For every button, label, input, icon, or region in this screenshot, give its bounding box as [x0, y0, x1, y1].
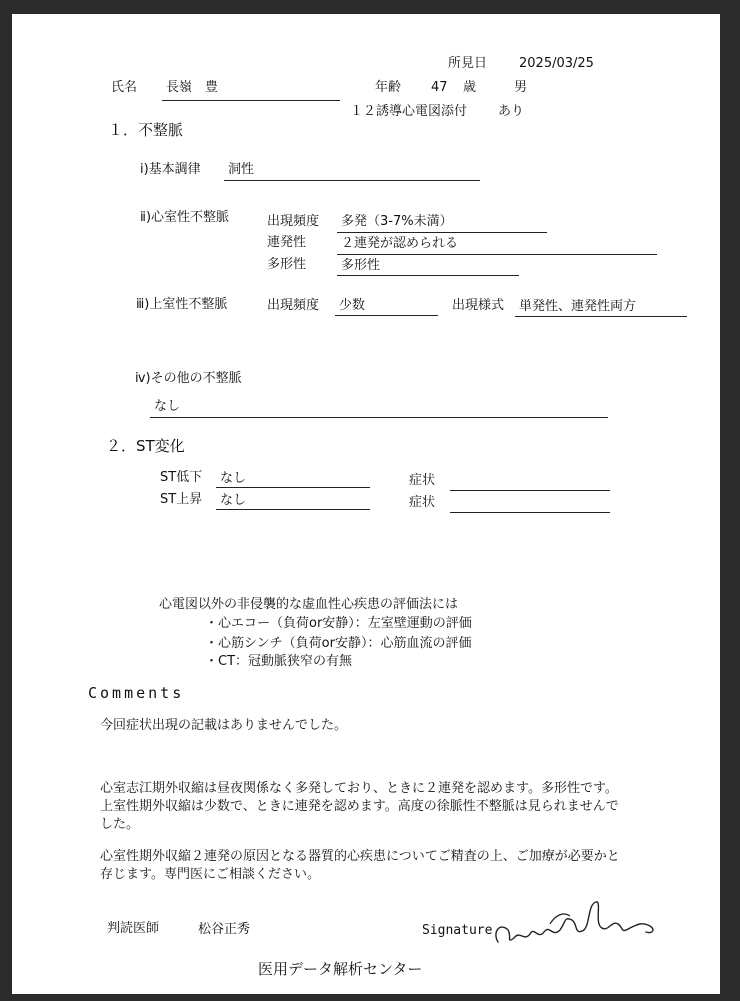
age-unit: 歳	[463, 80, 477, 95]
other-arrhythmia-value: なし	[154, 399, 181, 414]
other-arrhythmia-label: ⅳ)その他の不整脈	[135, 371, 242, 386]
signature-label: Signature	[422, 923, 493, 938]
ecg-attach-label: １２誘導心電図添付	[350, 104, 468, 119]
evaluation-intro: 心電図以外の非侵襲的な虚血性心疾患の評価法には	[159, 597, 459, 612]
v-freq-label: 出現頻度	[267, 214, 320, 229]
date-label: 所見日	[448, 56, 488, 71]
evaluation-item-ct: ・CT：冠動脈狭窄の有無	[205, 654, 353, 669]
s-pattern-underline	[515, 316, 687, 317]
v-consecutive-label: 連発性	[267, 235, 307, 250]
analysis-center-name: 医用データ解析センター	[258, 960, 423, 978]
v-consecutive-value: ２連発が認められる	[341, 236, 459, 251]
comments-line1: 今回症状出現の記載はありませんでした。	[100, 718, 348, 733]
st-elevation-underline	[216, 509, 370, 510]
reader-name: 松谷正秀	[198, 922, 251, 937]
st-depression-value: なし	[220, 471, 247, 486]
comments-title: Comments	[88, 684, 185, 702]
name-underline	[162, 100, 340, 101]
s-pattern-value: 単発性、連発性両方	[519, 299, 637, 314]
comments-paragraph-1: 心室志江期外収縮は昼夜関係なく多発しており、ときに２連発を認めます。多形性です。上室性期外収縮は少数で、ときに連発を認めます。高度の徐脈性不整脈は見られませんでした。	[100, 781, 619, 832]
symptom-underline-2	[450, 512, 610, 513]
other-arrhythmia-underline	[150, 417, 608, 418]
symptom-label-2: 症状	[409, 495, 436, 510]
basic-rhythm-label: ⅰ)基本調律	[140, 162, 201, 177]
evaluation-item-echo: ・心エコー（負荷or安静）：左室壁運動の評価	[205, 616, 472, 631]
age-value: 47	[431, 80, 448, 95]
v-consecutive-underline	[337, 254, 657, 255]
st-elevation-value: なし	[220, 493, 247, 508]
v-freq-value: 多発（3-7%未満）	[341, 214, 453, 229]
handwritten-signature	[490, 894, 662, 952]
st-elevation-label: ST上昇	[160, 492, 203, 507]
basic-rhythm-value: 洞性	[228, 162, 255, 177]
v-multiform-value: 多形性	[341, 258, 381, 273]
ecg-attach-value: あり	[498, 104, 525, 119]
section-st-title: ２．ST変化	[106, 437, 185, 455]
sex-value: 男	[514, 80, 528, 95]
s-freq-value: 少数	[339, 298, 366, 313]
comments-paragraph-2: 心室性期外収縮２連発の原因となる器質的心疾患についてご精査の上、ご加療が必要かと存じます。専門医にご相談ください。	[100, 849, 620, 882]
st-depression-label: ST低下	[160, 470, 203, 485]
s-pattern-label: 出現様式	[452, 298, 505, 313]
v-multiform-label: 多形性	[267, 257, 307, 272]
supraventricular-label: ⅲ)上室性不整脈	[136, 297, 228, 312]
st-depression-underline	[216, 487, 370, 488]
section-arrhythmia-title: １．不整脈	[108, 121, 184, 139]
v-multiform-underline	[337, 275, 519, 276]
name-label: 氏名	[111, 80, 138, 95]
symptom-label-1: 症状	[409, 473, 436, 488]
s-freq-label: 出現頻度	[267, 298, 320, 313]
age-label: 年齢	[375, 80, 402, 95]
evaluation-item-scinti: ・心筋シンチ（負荷or安静）：心筋血流の評価	[205, 636, 472, 651]
v-freq-underline	[337, 232, 547, 233]
date-value: 2025/03/25	[519, 56, 594, 71]
reader-label: 判読医師	[107, 921, 160, 936]
symptom-underline-1	[450, 490, 610, 491]
report-page	[12, 14, 720, 994]
ventricular-label: ⅱ)心室性不整脈	[140, 210, 230, 225]
basic-rhythm-underline	[224, 180, 480, 181]
name-value: 長嶺 豊	[166, 80, 219, 95]
s-freq-underline	[335, 315, 438, 316]
